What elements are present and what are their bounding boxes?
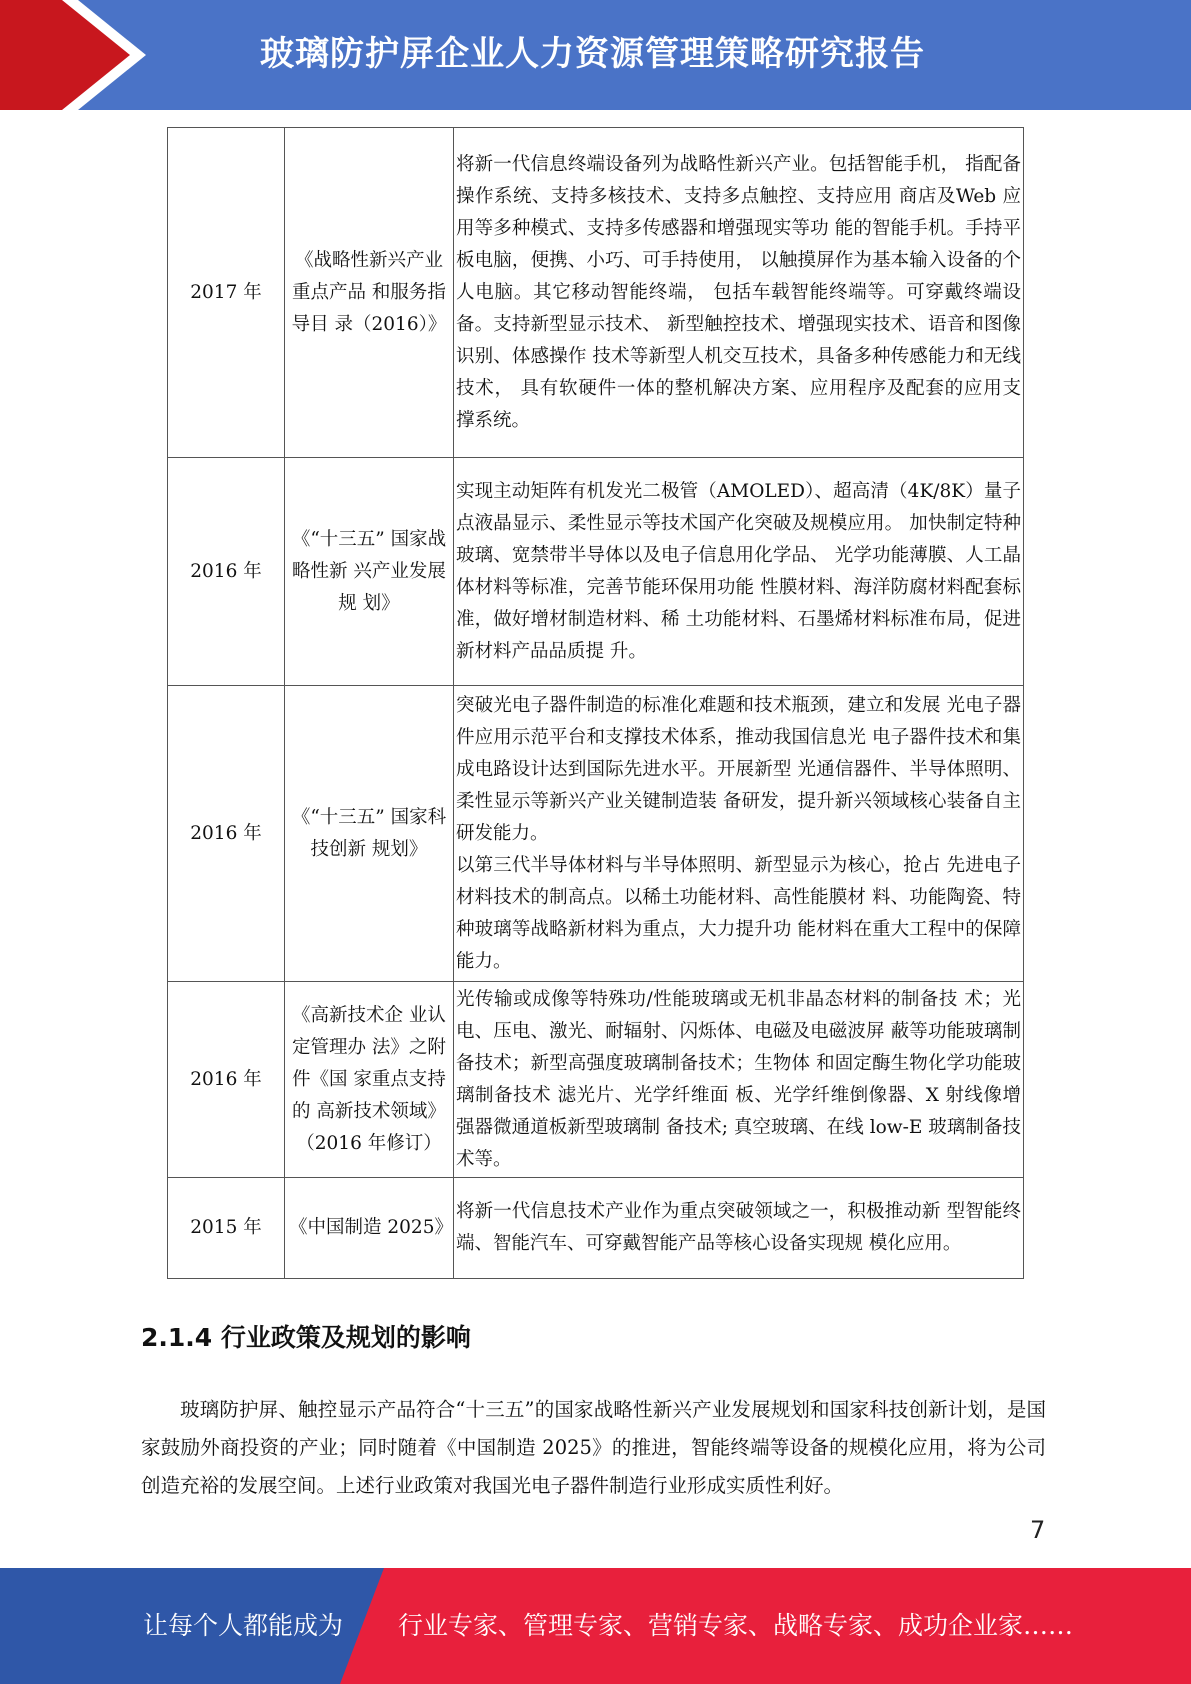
page-header [0, 0, 1191, 110]
table-row [168, 982, 1024, 1178]
table-row [168, 458, 1024, 686]
content-paragraph: 实现主动矩阵有机发光二极管（AMOLED）、超高清（4K/8K）量子点液晶显示、柔性显示等技术国产化突破及规模应用。 加快制定特种玻璃、宽禁带半导体以及电子信息用化学品、 光学功能薄膜、人工晶体材料等标准，完善节能环保用功能 性膜材料、海洋防腐材料配套标准，做好增材制造材料、稀 土功能材料、石墨烯材料标准布局，促进新材料产品品质提 升。 [456, 480, 1021, 662]
content-paragraph: 将新一代信息终端设备列为战略性新兴产业。包括智能手机， 指配备操作系统、支持多核技术、支持多点触控、支持应用 商店及Web 应用等多种模式、支持多传感器和增强现实等功 能的智能手机。手持平板电脑，便携、小巧、可手持使用， 以触摸屏作为基本输入设备的个人电脑。其它移动智能终端， 包括车载智能终端等。可穿戴终端设备。支持新型显示技术、 新型触控技术、增强现实技术、语音和图像识别、体感操作 技术等新型人机交互技术，具备多种传感能力和无线技术， 具有软硬件一体的整机解决方案、应用程序及配套的应用支 撑系统。 [456, 153, 1021, 431]
policy-content-cell [454, 128, 1024, 458]
content-paragraph: 以第三代半导体材料与半导体照明、新型显示为核心，抢占 先进电子材料技术的制高点。以稀土功能材料、高性能膜材 料、功能陶瓷、特种玻璃等战略新材料为重点，大力提升功 能材料在重大工程中的保障能力。 [456, 854, 1021, 972]
report-title: 玻璃防护屏企业人力资源管理策略研究报告 [260, 34, 925, 74]
content-paragraph: 突破光电子器件制造的标准化难题和技术瓶颈，建立和发展 光电子器件应用示范平台和支撑技术体系，推动我国信息光 电子器件技术和集成电路设计达到国际先进水平。开展新型 光通信器件、半导体照明、柔性显示等新兴产业关键制造装 备研发，提升新兴领域核心装备自主研发能力。 [456, 694, 1021, 844]
policy-name-cell: 《“十三五” 国家科技创新 规划》 [285, 686, 454, 982]
table-row [168, 128, 1024, 458]
page-footer [0, 1568, 1191, 1684]
section-heading: 2.1.4 行业政策及规划的影响 [141, 1323, 471, 1352]
table-row [168, 686, 1024, 982]
policy-content-cell [454, 982, 1024, 1178]
year-cell: 2016 年 [168, 458, 285, 686]
content-paragraph: 将新一代信息技术产业作为重点突破领域之一，积极推动新 型智能终端、智能汽车、可穿戴智能产品等核心设备实现规 模化应用。 [456, 1201, 1021, 1254]
policy-name-cell: 《战略性新兴产业重点产品 和服务指导目 录（2016）》 [285, 128, 454, 458]
policy-name-cell: 《高新技术企 业认定管理办 法》之附件《国 家重点支持的 高新技术领域》（2016 年修订） [285, 982, 454, 1178]
year-cell: 2017 年 [168, 128, 285, 458]
section-body: 玻璃防护屏、触控显示产品符合“十三五”的国家战略性新兴产业发展规划和国家科技创新计划，是国家鼓励外商投资的产业；同时随着《中国制造 2025》的推进，智能终端等设备的规模化应用，将为公司创造充裕的发展空间。上述行业政策对我国光电子器件制造行业形成实质性利好。 [141, 1398, 1046, 1497]
year-cell: 2016 年 [168, 686, 285, 982]
page-number: 7 [1030, 1516, 1046, 1544]
policy-name-cell: 《“十三五” 国家战略性新 兴产业发展规 划》 [285, 458, 454, 686]
table-row [168, 1178, 1024, 1279]
policy-table [167, 127, 1024, 1279]
footer-slogan-right: 行业专家、管理专家、营销专家、战略专家、成功企业家…… [398, 1611, 1074, 1640]
footer-slogan-left: 让每个人都能成为 [143, 1611, 344, 1640]
policy-content-cell [454, 458, 1024, 686]
year-cell: 2015 年 [168, 1178, 285, 1279]
policy-content-cell [454, 686, 1024, 982]
year-cell: 2016 年 [168, 982, 285, 1178]
policy-content-cell [454, 1178, 1024, 1279]
policy-name-cell: 《中国制造 2025》 [285, 1178, 454, 1279]
content-paragraph: 光传输或成像等特殊功/性能玻璃或无机非晶态材料的制备技 术；光电、压电、激光、耐辐射、闪烁体、电磁及电磁波屏 蔽等功能玻璃制备技术；新型高强度玻璃制备技术；生物体 和固定酶生物化学功能玻璃制备技术 滤光片、光学纤维面 板、光学纤维倒像器、X 射线像增强器微通道板新型玻璃制 备技术; 真空玻璃、在线 low-E 玻璃制备技术等。 [456, 988, 1021, 1170]
